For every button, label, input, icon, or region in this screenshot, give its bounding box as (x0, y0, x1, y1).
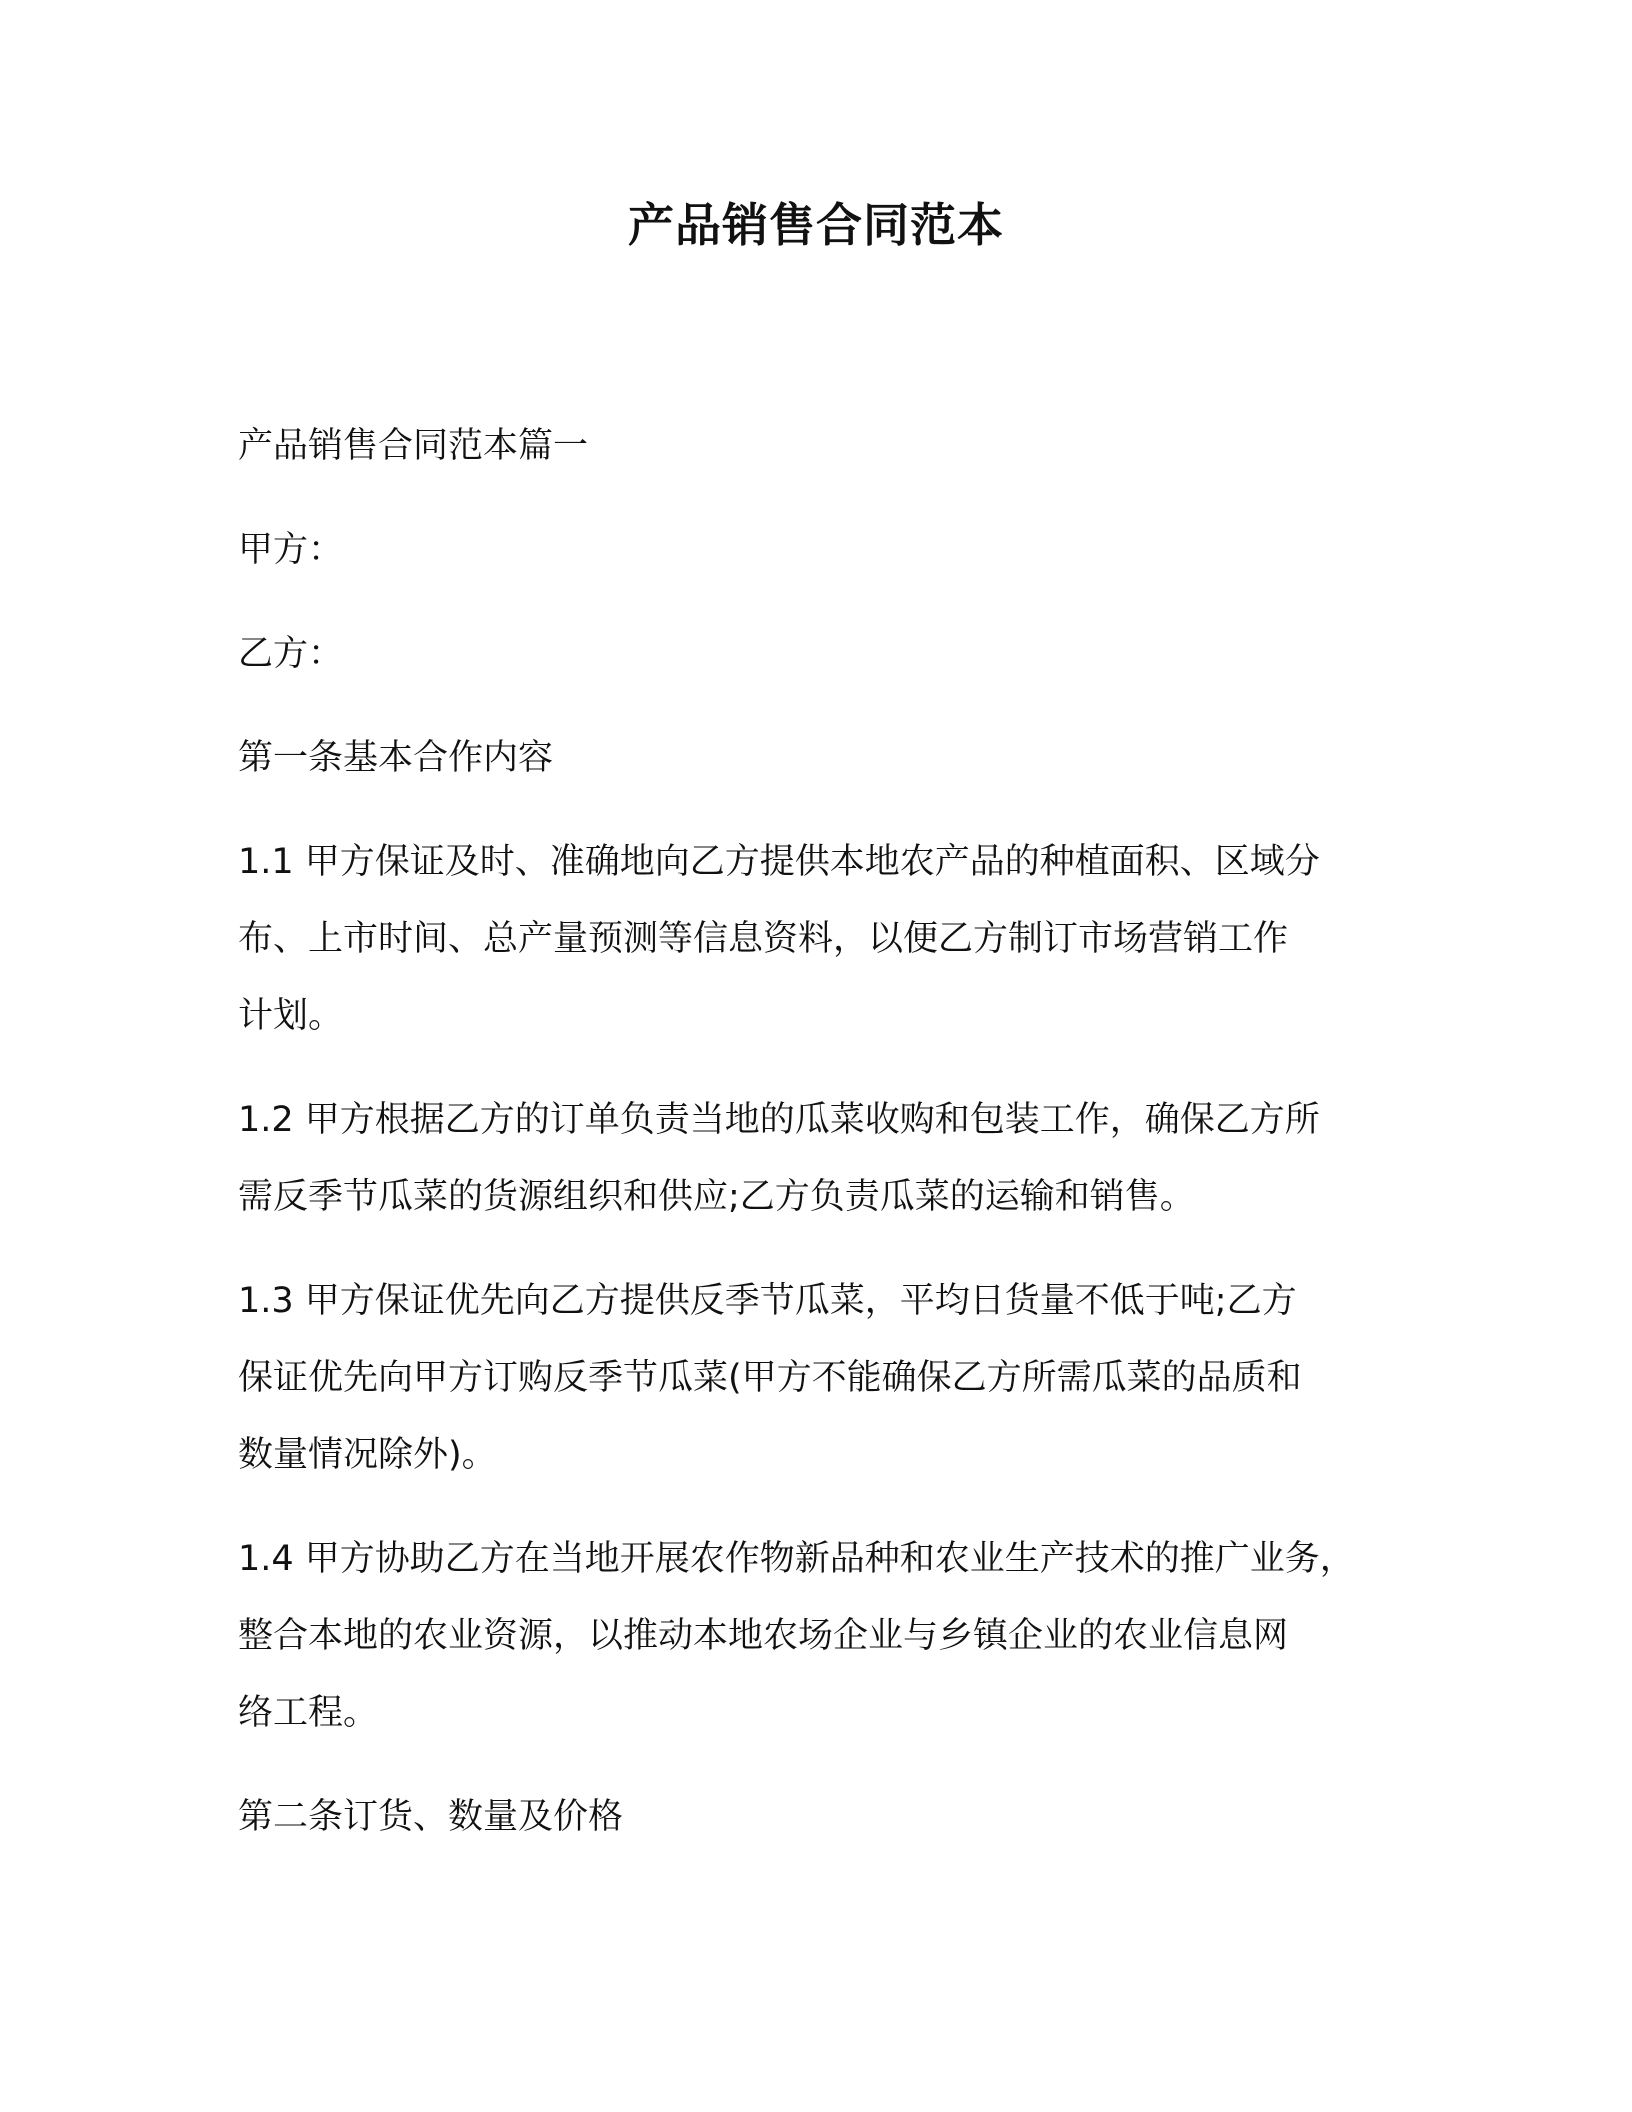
text-line: 需反季节瓜菜的货源组织和供应;乙方负责瓜菜的运输和销售。 (238, 1177, 1195, 1217)
text-line: 数量情况除外)。 (238, 1435, 497, 1475)
paragraph-clause-1-1 (238, 824, 1418, 1055)
paragraph-clause-1-3 (238, 1263, 1418, 1494)
paragraph-section-heading (238, 408, 1418, 485)
text-line: 计划。 (238, 996, 344, 1036)
paragraph-clause-1-4 (238, 1521, 1418, 1752)
document-body (238, 408, 1418, 1883)
text-line: 第二条订货、数量及价格 (238, 1797, 624, 1837)
text-line: 布、上市时间、总产量预测等信息资料，以便乙方制订市场营销工作 (238, 919, 1289, 959)
text-line: 1.3 甲方保证优先向乙方提供反季节瓜菜，平均日货量不低于吨;乙方 (238, 1281, 1297, 1321)
paragraph-article-1-heading (238, 720, 1418, 797)
text-line: 1.1 甲方保证及时、准确地向乙方提供本地农产品的种植面积、区域分 (238, 842, 1320, 882)
paragraph-clause-1-2 (238, 1082, 1418, 1236)
text-line: 乙方： (238, 634, 344, 674)
text-line: 甲方： (238, 530, 344, 570)
text-line: 络工程。 (238, 1693, 379, 1733)
text-line: 1.4 甲方协助乙方在当地开展农作物新品种和农业生产技术的推广业务， (238, 1539, 1355, 1579)
text-line: 保证优先向甲方订购反季节瓜菜(甲方不能确保乙方所需瓜菜的品质和 (238, 1358, 1302, 1398)
text-line: 第一条基本合作内容 (238, 738, 554, 778)
text-line: 整合本地的农业资源，以推动本地农场企业与乡镇企业的农业信息网 (238, 1616, 1289, 1656)
paragraph-party-b (238, 616, 1418, 693)
paragraph-party-a (238, 512, 1418, 589)
document-title: 产品销售合同范本 (628, 198, 1004, 252)
text-line: 产品销售合同范本篇一 (238, 426, 589, 466)
text-line: 1.2 甲方根据乙方的订单负责当地的瓜菜收购和包装工作，确保乙方所 (238, 1100, 1320, 1140)
paragraph-article-2-heading (238, 1779, 1418, 1856)
